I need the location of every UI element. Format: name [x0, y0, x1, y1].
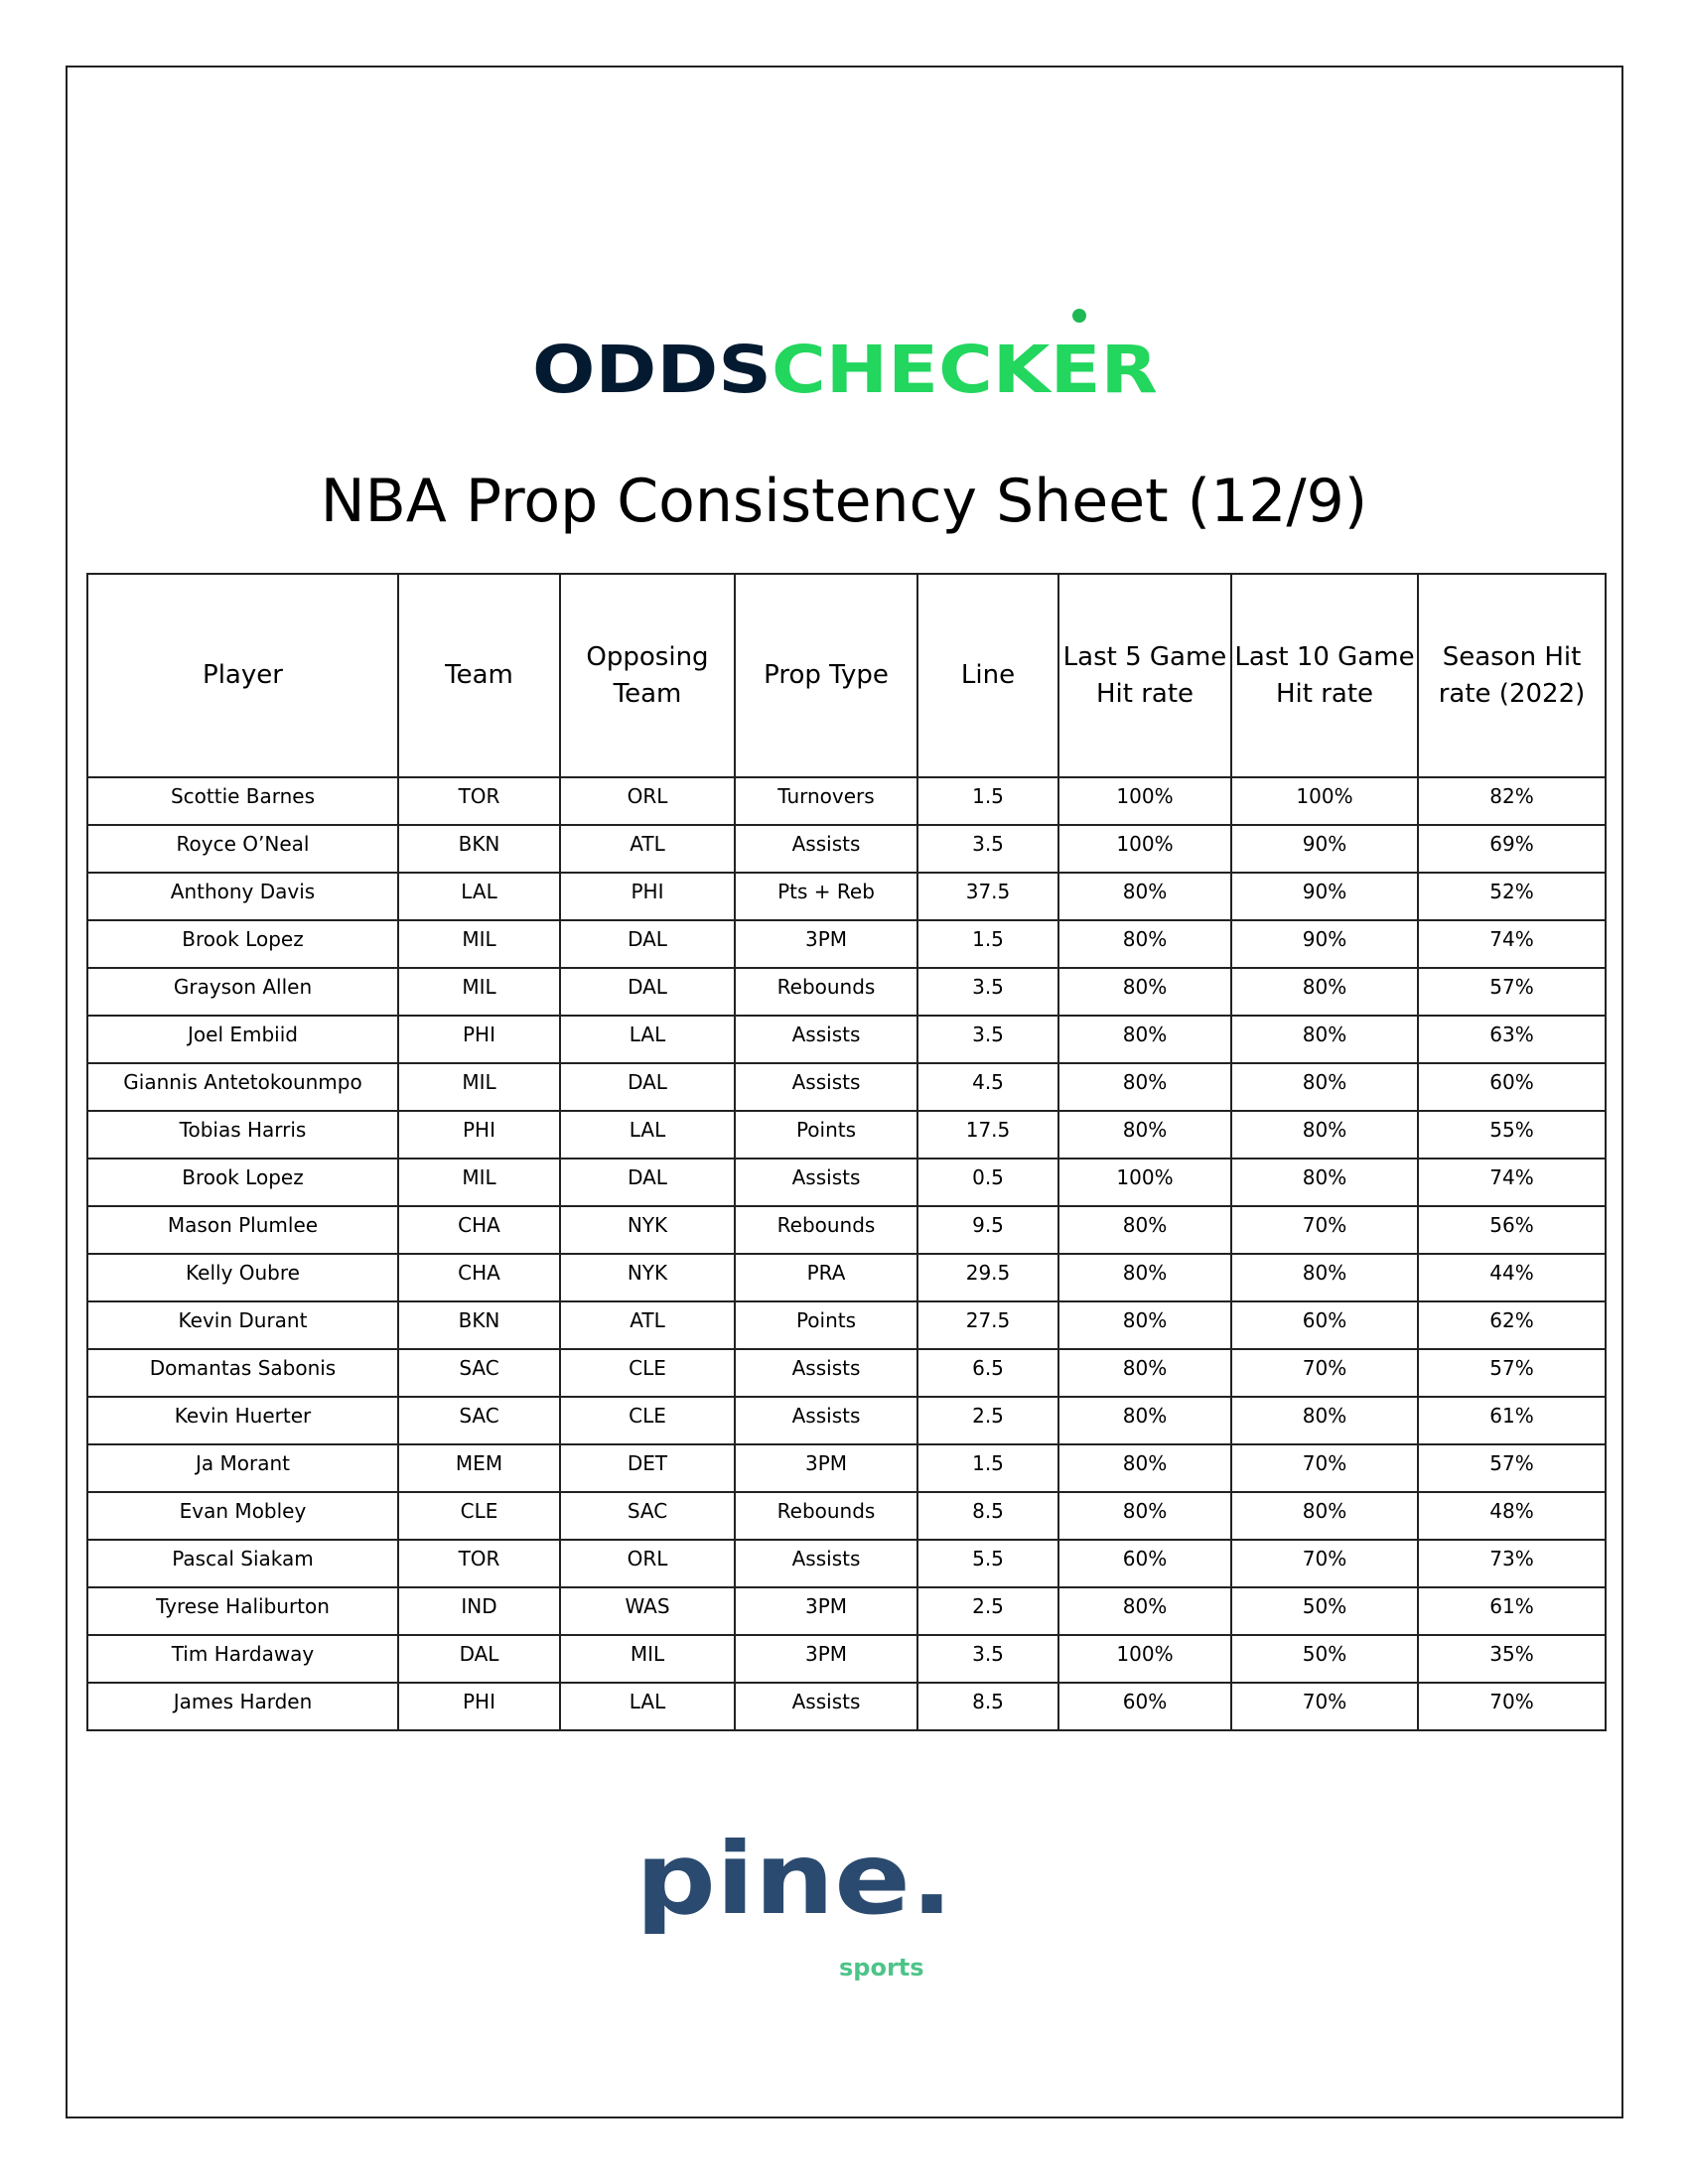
table-cell: Assists — [735, 1683, 917, 1730]
table-cell: NYK — [560, 1254, 735, 1301]
table-row — [87, 968, 1606, 1016]
table-cell: 80% — [1058, 1587, 1231, 1635]
table-row — [87, 1540, 1606, 1587]
table-cell: BKN — [398, 825, 560, 873]
table-cell: 80% — [1058, 1111, 1231, 1159]
table-cell: Tim Hardaway — [87, 1635, 398, 1683]
table-cell: Assists — [735, 1349, 917, 1397]
table-row — [87, 1635, 1606, 1683]
page-title: NBA Prop Consistency Sheet (12/9) — [320, 467, 1368, 536]
table-cell: CLE — [398, 1492, 560, 1540]
table-cell: 80% — [1058, 1301, 1231, 1349]
table-cell: LAL — [398, 873, 560, 920]
table-cell: TOR — [398, 777, 560, 825]
table-cell: Royce O’Neal — [87, 825, 398, 873]
table-cell: 60% — [1418, 1063, 1606, 1111]
table-cell: 3PM — [735, 1587, 917, 1635]
table-cell: Assists — [735, 1540, 917, 1587]
table-row — [87, 1349, 1606, 1397]
table-cell: 2.5 — [917, 1587, 1058, 1635]
table-cell: 3.5 — [917, 968, 1058, 1016]
table-row — [87, 1111, 1606, 1159]
table-cell: 2.5 — [917, 1397, 1058, 1444]
table-cell: SAC — [560, 1492, 735, 1540]
table-row — [87, 1397, 1606, 1444]
table-cell: 80% — [1231, 1254, 1418, 1301]
table-cell: 3.5 — [917, 825, 1058, 873]
pine-sports-logo — [635, 1832, 963, 1980]
column-header: Opposing Team — [560, 574, 735, 777]
table-cell: 1.5 — [917, 777, 1058, 825]
table-cell: 100% — [1058, 1635, 1231, 1683]
table-cell: Mason Plumlee — [87, 1206, 398, 1254]
table-cell: 60% — [1231, 1301, 1418, 1349]
table-cell: LAL — [560, 1111, 735, 1159]
table-row — [87, 1301, 1606, 1349]
table-cell: 3.5 — [917, 1635, 1058, 1683]
table-row — [87, 1159, 1606, 1206]
table-cell: NYK — [560, 1206, 735, 1254]
table-cell: 80% — [1058, 920, 1231, 968]
column-header: Line — [917, 574, 1058, 777]
table-row — [87, 1683, 1606, 1730]
table-cell: 27.5 — [917, 1301, 1058, 1349]
table-cell: 80% — [1058, 1444, 1231, 1492]
table-cell: 3.5 — [917, 1016, 1058, 1063]
table-cell: 80% — [1231, 1016, 1418, 1063]
table-cell: 80% — [1058, 1349, 1231, 1397]
table-cell: Points — [735, 1111, 917, 1159]
column-header: Player — [87, 574, 398, 777]
table-cell: MIL — [398, 920, 560, 968]
table-cell: PHI — [398, 1683, 560, 1730]
table-cell: 61% — [1418, 1587, 1606, 1635]
table-cell: CLE — [560, 1397, 735, 1444]
table-cell: BKN — [398, 1301, 560, 1349]
table-cell: 48% — [1418, 1492, 1606, 1540]
column-header: Team — [398, 574, 560, 777]
prop-table — [86, 573, 1607, 1731]
table-cell: Assists — [735, 1397, 917, 1444]
table-cell: 9.5 — [917, 1206, 1058, 1254]
table-cell: Joel Embiid — [87, 1016, 398, 1063]
table-cell: 62% — [1418, 1301, 1606, 1349]
table-cell: 80% — [1058, 968, 1231, 1016]
table-cell: 8.5 — [917, 1492, 1058, 1540]
table-cell: 8.5 — [917, 1683, 1058, 1730]
table-cell: Points — [735, 1301, 917, 1349]
table-cell: Brook Lopez — [87, 920, 398, 968]
table-cell: James Harden — [87, 1683, 398, 1730]
table-cell: 100% — [1231, 777, 1418, 825]
table-row — [87, 1587, 1606, 1635]
table-row — [87, 825, 1606, 873]
table-cell: ORL — [560, 1540, 735, 1587]
table-cell: MIL — [398, 968, 560, 1016]
table-cell: 80% — [1058, 1397, 1231, 1444]
table-row — [87, 1444, 1606, 1492]
table-cell: 70% — [1231, 1444, 1418, 1492]
table-row — [87, 920, 1606, 968]
column-header: Season Hit rate (2022) — [1418, 574, 1606, 777]
table-cell: DET — [560, 1444, 735, 1492]
table-cell: MIL — [398, 1063, 560, 1111]
table-cell: 90% — [1231, 920, 1418, 968]
table-cell: 37.5 — [917, 873, 1058, 920]
table-cell: Assists — [735, 1016, 917, 1063]
table-cell: ORL — [560, 777, 735, 825]
table-cell: 70% — [1231, 1206, 1418, 1254]
table-cell: Tyrese Haliburton — [87, 1587, 398, 1635]
table-cell: CLE — [560, 1349, 735, 1397]
table-cell: 63% — [1418, 1016, 1606, 1063]
table-cell: 80% — [1058, 1063, 1231, 1111]
table-cell: PRA — [735, 1254, 917, 1301]
table-cell: 3PM — [735, 1444, 917, 1492]
table-row — [87, 1016, 1606, 1063]
table-cell: 1.5 — [917, 920, 1058, 968]
table-cell: PHI — [398, 1111, 560, 1159]
table-cell: 35% — [1418, 1635, 1606, 1683]
table-cell: Rebounds — [735, 968, 917, 1016]
table-cell: 100% — [1058, 825, 1231, 873]
table-cell: Kelly Oubre — [87, 1254, 398, 1301]
table-cell: 56% — [1418, 1206, 1606, 1254]
table-cell: Assists — [735, 1159, 917, 1206]
table-cell: Ja Morant — [87, 1444, 398, 1492]
table-cell: Turnovers — [735, 777, 917, 825]
table-cell: Tobias Harris — [87, 1111, 398, 1159]
table-row — [87, 1254, 1606, 1301]
table-cell: WAS — [560, 1587, 735, 1635]
table-cell: Rebounds — [735, 1206, 917, 1254]
oddschecker-logo — [532, 298, 1158, 397]
table-cell: 80% — [1058, 1016, 1231, 1063]
table-cell: Anthony Davis — [87, 873, 398, 920]
table-cell: CHA — [398, 1254, 560, 1301]
table-cell: 74% — [1418, 920, 1606, 968]
table-cell: Kevin Durant — [87, 1301, 398, 1349]
table-cell: 17.5 — [917, 1111, 1058, 1159]
table-row — [87, 777, 1606, 825]
table-cell: LAL — [560, 1016, 735, 1063]
table-cell: 50% — [1231, 1635, 1418, 1683]
table-cell: 69% — [1418, 825, 1606, 873]
table-cell: ATL — [560, 1301, 735, 1349]
table-cell: Domantas Sabonis — [87, 1349, 398, 1397]
table-cell: ATL — [560, 825, 735, 873]
table-row — [87, 1206, 1606, 1254]
table-cell: 57% — [1418, 1444, 1606, 1492]
table-row — [87, 1492, 1606, 1540]
table-cell: 29.5 — [917, 1254, 1058, 1301]
table-cell: Evan Mobley — [87, 1492, 398, 1540]
table-cell: IND — [398, 1587, 560, 1635]
table-cell: SAC — [398, 1397, 560, 1444]
table-cell: PHI — [398, 1016, 560, 1063]
table-cell: Brook Lopez — [87, 1159, 398, 1206]
column-header: Last 5 Game Hit rate — [1058, 574, 1231, 777]
table-cell: Grayson Allen — [87, 968, 398, 1016]
table-cell: LAL — [560, 1683, 735, 1730]
table-cell: 80% — [1058, 1254, 1231, 1301]
table-cell: 60% — [1058, 1540, 1231, 1587]
table-cell: CHA — [398, 1206, 560, 1254]
table-cell: 5.5 — [917, 1540, 1058, 1587]
column-header: Prop Type — [735, 574, 917, 777]
table-cell: MEM — [398, 1444, 560, 1492]
table-cell: 70% — [1231, 1349, 1418, 1397]
table-cell: Scottie Barnes — [87, 777, 398, 825]
table-cell: 0.5 — [917, 1159, 1058, 1206]
table-cell: 4.5 — [917, 1063, 1058, 1111]
table-cell: DAL — [560, 968, 735, 1016]
column-header: Last 10 Game Hit rate — [1231, 574, 1418, 777]
table-cell: Assists — [735, 825, 917, 873]
table-cell: 100% — [1058, 777, 1231, 825]
table-cell: 50% — [1231, 1587, 1418, 1635]
table-cell: 80% — [1231, 1159, 1418, 1206]
table-cell: 80% — [1231, 1063, 1418, 1111]
table-row — [87, 1063, 1606, 1111]
table-cell: DAL — [560, 1159, 735, 1206]
table-cell: 44% — [1418, 1254, 1606, 1301]
table-cell: Rebounds — [735, 1492, 917, 1540]
table-cell: 80% — [1058, 1492, 1231, 1540]
table-cell: 80% — [1231, 1111, 1418, 1159]
table-cell: 1.5 — [917, 1444, 1058, 1492]
table-cell: DAL — [560, 1063, 735, 1111]
table-cell: 61% — [1418, 1397, 1606, 1444]
table-cell: Kevin Huerter — [87, 1397, 398, 1444]
table-cell: 80% — [1231, 1492, 1418, 1540]
svg-text:pine.: pine. — [635, 1832, 953, 1937]
svg-text:ODDSCHECKER: ODDS CHECKER — [532, 332, 1114, 397]
table-cell: 70% — [1418, 1683, 1606, 1730]
table-cell: Assists — [735, 1063, 917, 1111]
table-cell: 3PM — [735, 920, 917, 968]
table-cell: Pts + Reb — [735, 873, 917, 920]
table-cell: DAL — [398, 1635, 560, 1683]
table-cell: 80% — [1058, 873, 1231, 920]
table-cell: 70% — [1231, 1540, 1418, 1587]
svg-text:sports: sports — [839, 1954, 924, 1980]
table-cell: DAL — [560, 920, 735, 968]
table-cell: TOR — [398, 1540, 560, 1587]
table-cell: 6.5 — [917, 1349, 1058, 1397]
table-row — [87, 873, 1606, 920]
table-cell: 70% — [1231, 1683, 1418, 1730]
table-cell: Pascal Siakam — [87, 1540, 398, 1587]
table-cell: 74% — [1418, 1159, 1606, 1206]
table-cell: 82% — [1418, 777, 1606, 825]
table-cell: MIL — [560, 1635, 735, 1683]
table-cell: 80% — [1231, 968, 1418, 1016]
table-cell: 57% — [1418, 1349, 1606, 1397]
table-cell: PHI — [560, 873, 735, 920]
table-cell: 73% — [1418, 1540, 1606, 1587]
table-cell: 90% — [1231, 825, 1418, 873]
table-cell: SAC — [398, 1349, 560, 1397]
table-cell: 90% — [1231, 873, 1418, 920]
table-cell: Giannis Antetokounmpo — [87, 1063, 398, 1111]
table-cell: 52% — [1418, 873, 1606, 920]
table-cell: 60% — [1058, 1683, 1231, 1730]
table-cell: 55% — [1418, 1111, 1606, 1159]
table-cell: 3PM — [735, 1635, 917, 1683]
table-cell: MIL — [398, 1159, 560, 1206]
table-cell: 100% — [1058, 1159, 1231, 1206]
table-cell: 80% — [1231, 1397, 1418, 1444]
table-cell: 57% — [1418, 968, 1606, 1016]
table-cell: 80% — [1058, 1206, 1231, 1254]
